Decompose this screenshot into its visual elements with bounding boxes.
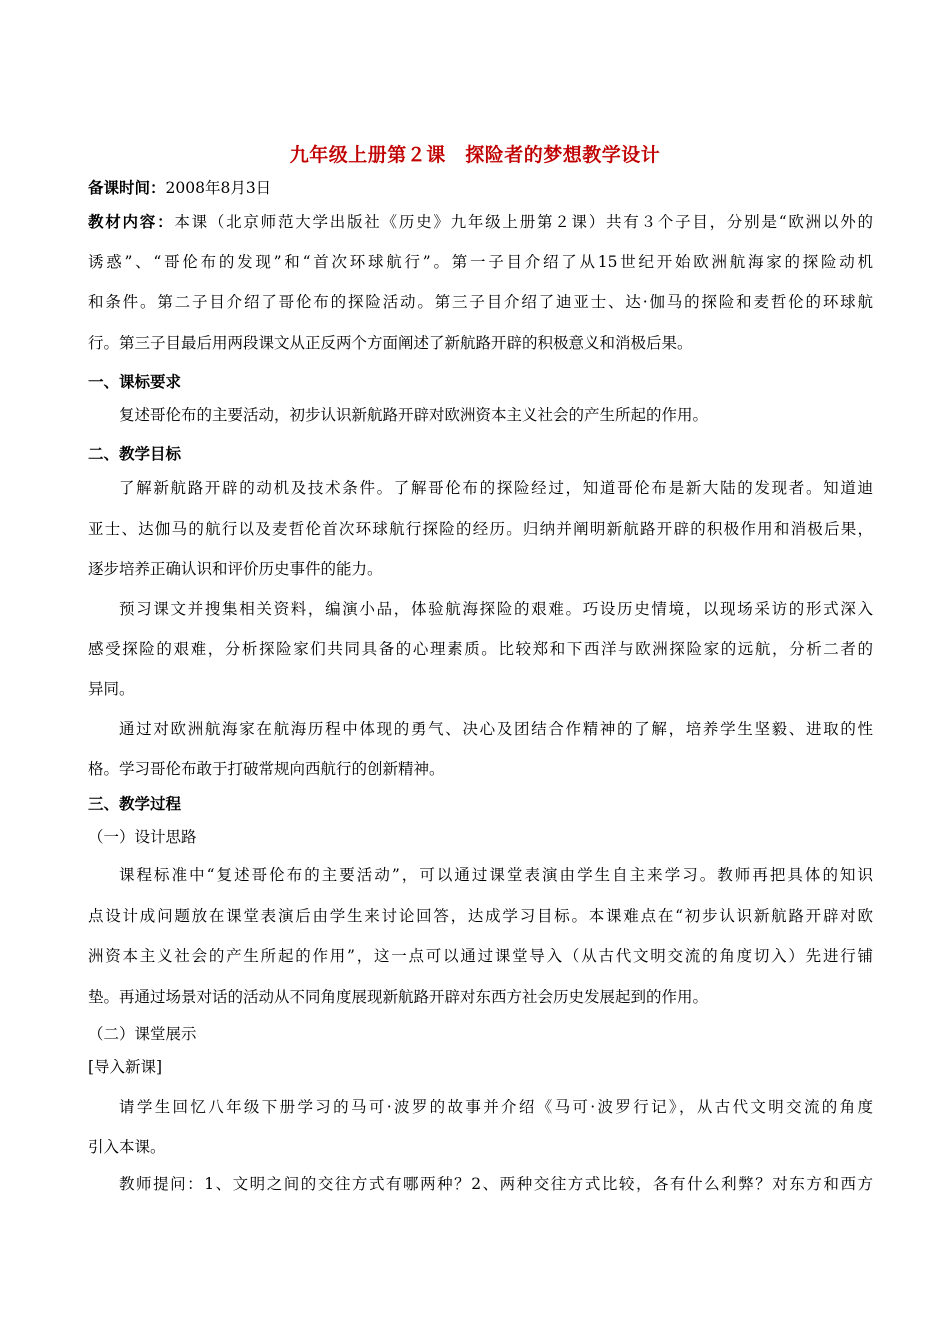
s1-paragraph: 复述哥伦布的主要活动，初步认识新航路开辟对欧洲资本主义社会的产生所起的作用。 xyxy=(119,406,709,424)
s2-b-line-1: 预习课文并搜集相关资料，编演小品，体验航海探险的艰难。巧设历史情境，以现场采访的形式深入 xyxy=(119,600,873,618)
s3-e-line-2: 引入本课。 xyxy=(88,1138,166,1156)
s3-d-line-4: 垫。再通过场景对话的活动从不同角度展现新航路开辟对东西方社会历史发展起到的作用。 xyxy=(88,988,709,1006)
subheading-classroom: （二）课堂展示 xyxy=(88,1025,197,1043)
s2-b-line-2: 感受探险的艰难，分析探险家们共同具备的心理素质。比较郑和下西洋与欧洲探险家的远航，分析二者的 xyxy=(88,640,873,658)
s3-e-line-1: 请学生回忆八年级下册学习的马可·波罗的故事并介绍《马可·波罗行记》，从古代文明交流的角度 xyxy=(119,1098,873,1116)
prep-time-label: 备课时间： xyxy=(88,179,166,197)
content-text-1: 本课（北京师范大学出版社《历史》九年级上册第２课）共有３个子目，分别是“欧洲以外的 xyxy=(174,213,873,231)
prep-time-line xyxy=(88,178,873,198)
content-line-2: 诱惑”、“哥伦布的发现”和“首次环球航行”。第一子目介绍了从15世纪开始欧洲航海家的探险动机 xyxy=(88,253,873,271)
content-line-3: 和条件。第二子目介绍了哥伦布的探险活动。第三子目介绍了迪亚士、达·伽马的探险和麦哲伦的环球航 xyxy=(88,293,873,311)
s2-c-line-1: 通过对欧洲航海家在航海历程中体现的勇气、决心及团结合作精神的了解，培养学生坚毅、进取的性 xyxy=(119,720,873,738)
intro-label: [导入新课] xyxy=(88,1058,163,1076)
section-heading-3: 三、教学过程 xyxy=(88,795,182,813)
s2-a-line-2: 亚士、达伽马的航行以及麦哲伦首次环球航行探险的经历。归纳并阐明新航路开辟的积极作用和消极后果， xyxy=(88,520,873,538)
content-line-4: 行。第三子目最后用两段课文从正反两个方面阐述了新航路开辟的积极意义和消极后果。 xyxy=(88,334,693,352)
s3-d-line-2: 点设计成问题放在课堂表演后由学生来讨论回答，达成学习目标。本课难点在“初步认识新航路开辟对欧 xyxy=(88,907,873,925)
s2-c-line-2: 格。学习哥伦布敢于打破常规向西航行的创新精神。 xyxy=(88,760,445,778)
s3-d-line-3: 洲资本主义社会的产生所起的作用”，这一点可以通过课堂导入（从古代文明交流的角度切入）先进行铺 xyxy=(88,947,873,965)
subheading-design: （一）设计思路 xyxy=(88,828,197,846)
prep-time-value: 2008年8月3日 xyxy=(165,179,272,197)
s3-d-line-1: 课程标准中“复述哥伦布的主要活动”，可以通过课堂表演由学生自主来学习。教师再把具体的知识 xyxy=(119,866,873,884)
s3-f-line-1: 教师提问：1、文明之间的交往方式有哪两种？2、两种交往方式比较，各有什么利弊？对东方和西方 xyxy=(119,1175,873,1193)
section-heading-2: 二、教学目标 xyxy=(88,445,182,463)
s2-b-line-3: 异同。 xyxy=(88,680,135,698)
content-label: 教材内容： xyxy=(88,213,175,231)
document-title: 九年级上册第２课 探险者的梦想教学设计 xyxy=(289,144,661,166)
content-line-1 xyxy=(88,212,873,232)
s2-a-line-1: 了解新航路开辟的动机及技术条件。了解哥伦布的探险经过，知道哥伦布是新大陆的发现者。知道迪 xyxy=(119,479,873,497)
section-heading-1: 一、课标要求 xyxy=(88,373,182,391)
s2-a-line-3: 逐步培养正确认识和评价历史事件的能力。 xyxy=(88,560,383,578)
